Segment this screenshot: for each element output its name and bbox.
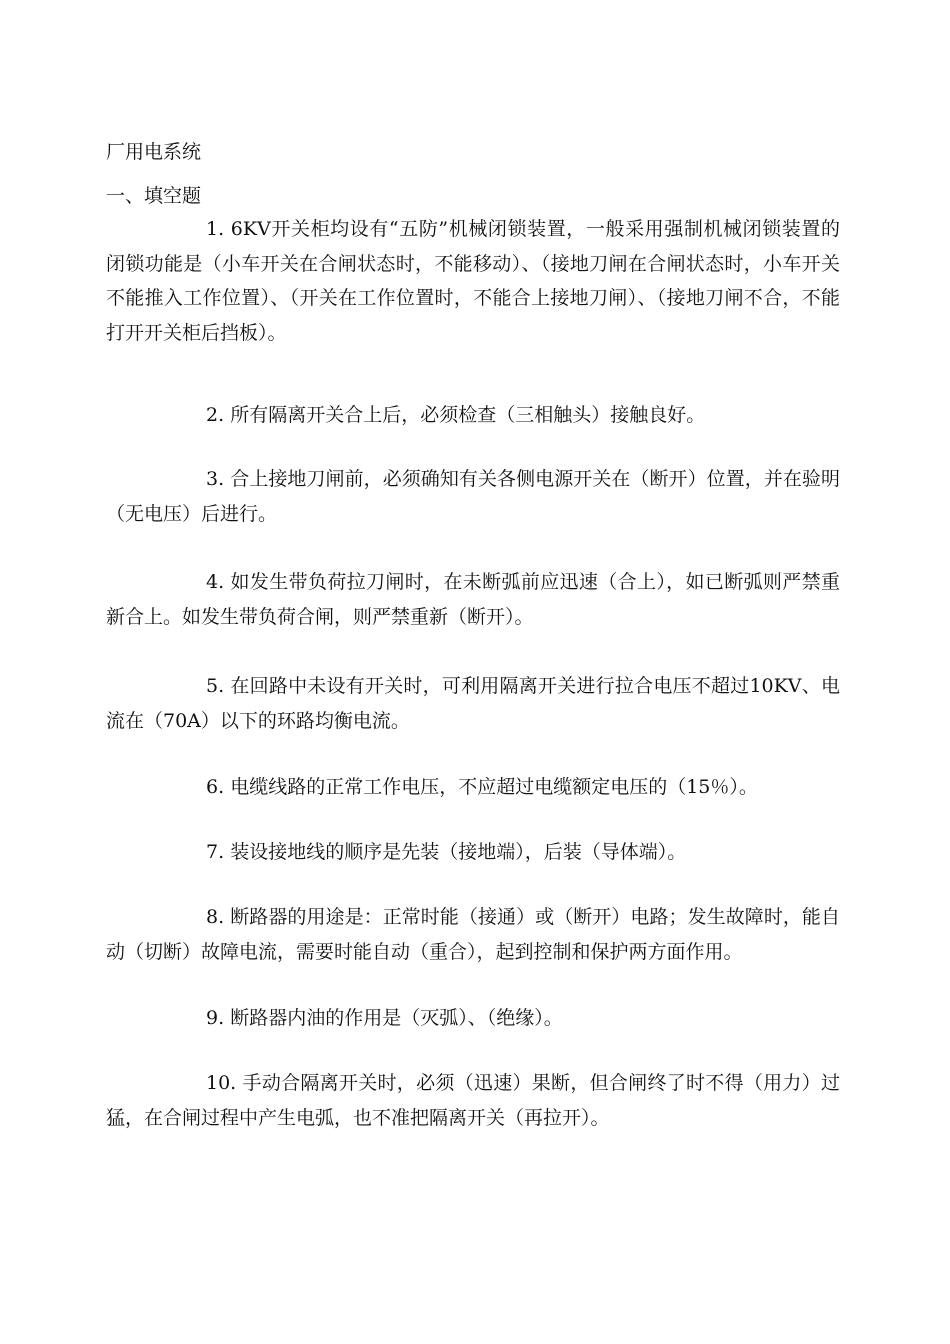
question-text: 断路器的用途是：正常时能（接通）或（断开）电路；发生故障时，能自动（切断）故障电流，需要时能自动（重合），起到控制和保护两方面作用。 bbox=[106, 906, 840, 963]
question-number: 8. bbox=[206, 906, 225, 928]
question-5 bbox=[106, 669, 840, 738]
question-number: 3. bbox=[206, 468, 225, 490]
question-number: 5. bbox=[206, 675, 225, 697]
question-number: 9. bbox=[206, 1007, 225, 1029]
question-1 bbox=[106, 212, 840, 350]
question-number: 7. bbox=[206, 841, 225, 863]
question-number: 1. bbox=[206, 218, 225, 240]
question-text: 如发生带负荷拉刀闸时，在未断弧前应迅速（合上），如已断弧则严禁重新合上。如发生带负荷合闸，则严禁重新（断开）。 bbox=[106, 571, 840, 628]
document-title: 厂用电系统 bbox=[106, 141, 202, 163]
question-text: 6KV开关柜均设有“五防”机械闭锁装置，一般采用强制机械闭锁装置的闭锁功能是（小车开关在合闸状态时，不能移动）、（接地刀闸在合闸状态时，小车开关不能推入工作位置）、（开关在工作位置时，不能合上接地刀闸）、（接地刀闸不合，不能打开开关柜后挡板）。 bbox=[106, 218, 840, 344]
question-3 bbox=[106, 462, 840, 531]
question-6 bbox=[106, 770, 840, 805]
question-number: 6. bbox=[206, 776, 225, 798]
question-text: 所有隔离开关合上后，必须检查（三相触头）接触良好。 bbox=[230, 404, 706, 426]
question-text: 手动合隔离开关时，必须（迅速）果断，但合闸终了时不得（用力）过猛，在合闸过程中产生电弧，也不准把隔离开关（再拉开）。 bbox=[106, 1072, 840, 1129]
question-10 bbox=[106, 1066, 840, 1135]
question-text: 在回路中未设有开关时，可利用隔离开关进行拉合电压不超过10KV、电流在（70A）以下的环路均衡电流。 bbox=[106, 675, 840, 732]
question-number: 10. bbox=[206, 1072, 237, 1094]
question-text: 断路器内油的作用是（灭弧）、（绝缘）。 bbox=[230, 1007, 563, 1029]
question-4 bbox=[106, 565, 840, 634]
question-2 bbox=[106, 398, 840, 433]
question-number: 4. bbox=[206, 571, 225, 593]
question-7 bbox=[106, 835, 840, 870]
question-text: 装设接地线的顺序是先装（接地端），后装（导体端）。 bbox=[230, 841, 687, 863]
question-8 bbox=[106, 900, 840, 969]
section-heading: 一、填空题 bbox=[106, 185, 202, 207]
question-9 bbox=[106, 1001, 840, 1036]
question-text: 合上接地刀闸前，必须确知有关各侧电源开关在（断开）位置，并在验明（无电压）后进行。 bbox=[106, 468, 840, 525]
question-number: 2. bbox=[206, 404, 225, 426]
question-text: 电缆线路的正常工作电压，不应超过电缆额定电压的（15％）。 bbox=[230, 776, 758, 798]
